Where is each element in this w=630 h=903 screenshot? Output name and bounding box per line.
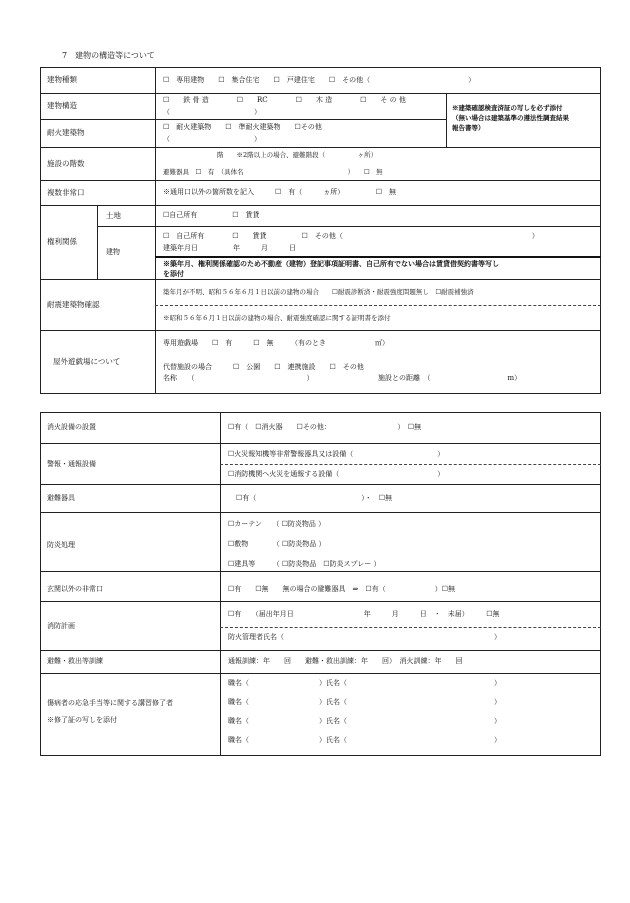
structure-label: 建物構造 <box>47 101 77 110</box>
building-type-label: 建物種類 <box>47 75 77 84</box>
quake-options[interactable]: 築年月が不明、昭和５６年６月１日以前の建物の場合 ☐耐震診断済・耐震強度問題無し ☐耐震補強済 <box>163 288 474 296</box>
extinguish-options[interactable]: ☐有（ ☐消火器 ☐その他： ） ☐無 <box>228 423 422 431</box>
first-aid-entry-4[interactable]: 職名（ ）氏名（ ） <box>228 736 501 744</box>
evac-options[interactable]: ☐有（ ）・ ☐無 <box>236 494 393 502</box>
fireproof-label: 耐火建築物 <box>47 128 85 137</box>
play-distance-field[interactable]: 施設との距離 （ m） <box>378 374 522 382</box>
first-aid-entry-1[interactable]: 職名（ ）氏名（ ） <box>228 679 501 687</box>
exits-options[interactable]: ※通用口以外の箇所数を記入 ☐ 有（ ヵ所） ☐ 無 <box>163 188 397 196</box>
floors-count[interactable]: 階 ※2階以上の場合、避難階段（ ヶ所） <box>217 151 378 159</box>
play-alternate[interactable]: 代替施設の場合 ☐ 公園 ☐ 連携施設 ☐ その他 <box>163 363 364 371</box>
note-confirm-2: （無い場合は建築基準の遵法性調査結果 <box>452 114 569 122</box>
fire-plan-label: 消防計画 <box>47 622 75 630</box>
alarm-label: 警報・通報設備 <box>47 460 96 468</box>
emergency-exit-label: 玄関以外の非常口 <box>47 585 103 593</box>
land-label: 土地 <box>106 211 121 220</box>
quake-label: 耐震建築物確認 <box>47 300 100 309</box>
rights-label: 権利関係 <box>47 237 77 246</box>
first-aid-entry-3[interactable]: 職名（ ）氏名（ ） <box>228 717 501 725</box>
floors-label: 施設の階数 <box>47 159 85 168</box>
section-title: 7 建物の構造等について <box>62 51 155 60</box>
bldg-options[interactable]: ☐ 自己所有 ☐ 賃貸 ☐ その他（ ） <box>163 232 539 240</box>
building-type-options[interactable]: ☐ 専用建物 ☐ 集合住宅 ☐ 戸建住宅 ☐ その他（ ） <box>163 76 476 84</box>
fire-plan-options[interactable]: ☐有 （届出年月日 年 月 日 ・ 未届） ☐無 <box>228 610 500 618</box>
emergency-exit-options[interactable]: ☐有 ☐無 無の場合の避難器具 ⇒ ☐有（ ）☐無 <box>228 585 455 593</box>
bldg-year[interactable]: 建築年月日 年 月 日 <box>163 244 296 252</box>
play-label: 屋外遊戯場について <box>53 357 121 366</box>
alarm-option-1[interactable]: ☐火災報知機等非常警報器具又は設備（ ） <box>228 450 445 458</box>
alarm-option-2[interactable]: ☐消防機関へ火災を通報する設備（ ） <box>228 470 445 478</box>
bldg-note-2: を添付 <box>163 269 184 278</box>
flameproof-fittings[interactable]: ☐建具等 （ ☐防炎物品 ☐防炎スプレー ） <box>228 560 381 568</box>
flameproof-curtain[interactable]: ☐カーテン （ ☐防炎物品 ） <box>228 520 326 528</box>
drill-label: 避難・救出等訓練 <box>47 657 103 665</box>
land-options[interactable]: ☐自己所有 ☐ 賃貸 <box>163 211 260 219</box>
evac-equipment[interactable]: 避難器具 ☐ 有 （具体名 ） ☐ 無 <box>163 168 383 176</box>
extinguish-label: 消火設備の設置 <box>47 423 96 431</box>
exits-label: 複数非常口 <box>47 188 85 197</box>
play-dedicated[interactable]: 専用遊戯場 ☐ 有 ☐ 無 （有のとき ㎡） <box>163 339 390 347</box>
structure-other-field[interactable]: （ ） <box>163 108 261 116</box>
note-confirm-1: ※建築確認検査済証の写しを必ず添付 <box>452 104 563 112</box>
first-aid-sublabel: ※修了証の写しを添付 <box>47 716 117 724</box>
flameproof-label: 防炎処理 <box>47 541 75 549</box>
first-aid-entry-2[interactable]: 職名（ ）氏名（ ） <box>228 698 501 706</box>
fire-manager-field[interactable]: 防火管理者氏名（ ） <box>228 633 501 641</box>
play-name-field[interactable]: 名称 （ ） <box>163 374 314 382</box>
drill-options[interactable]: 通報訓練：年 回 避難・救出訓練：年 回） 消火訓練：年 回 <box>228 657 463 665</box>
bldg-label: 建物 <box>106 248 120 256</box>
quake-note: ※昭和５６年６月１日以前の建物の場合、耐震強度確認に関する証明書を添付 <box>163 314 391 322</box>
evac-label: 避難器具 <box>47 494 75 502</box>
fireproof-other-field[interactable]: （ ） <box>163 135 261 143</box>
first-aid-label: 傷病者の応急手当等に関する講習修了者 <box>47 699 173 707</box>
bldg-note-1: ※築年月、権利関係確認のため不動産（建物）登記事項証明書、自己所有でない場合は賃貸借契約書等写し <box>163 259 499 268</box>
structure-options[interactable]: ☐ 鉄 骨 造 ☐ RC ☐ 木 造 ☐ そ の 他 <box>163 96 406 104</box>
flameproof-carpet[interactable]: ☐敷物 （ ☐防炎物品 ） <box>228 540 326 548</box>
fireproof-options[interactable]: ☐ 耐火建築物 ☐ 準耐火建築物 ☐その他 <box>163 123 322 131</box>
note-confirm-3: 報告書等） <box>452 124 485 132</box>
